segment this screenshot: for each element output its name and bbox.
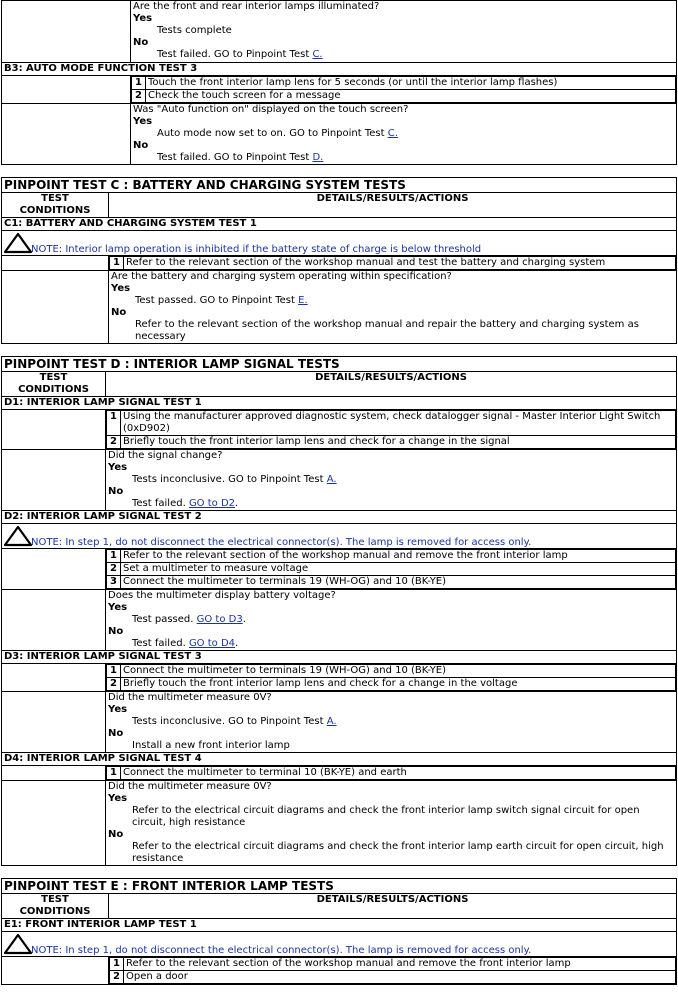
d2-steps (106, 549, 676, 589)
yes-label: Yes (108, 462, 128, 473)
b2-no-text: Test failed. GO to Pinpoint Test (157, 49, 313, 60)
d2-no-text: Test failed. (132, 638, 189, 649)
test-conditions-header: TEST CONDITIONS (2, 372, 106, 397)
step-number: 2 (107, 436, 121, 449)
warning-icon (3, 933, 33, 955)
d2-result-cell: Does the multimeter display battery voltage? Yes Test passed. GO to D3. No Test failed. GO to D4. (106, 590, 677, 651)
pinpoint-test-d-table (1, 356, 677, 866)
d3-pinpoint-a-link[interactable]: A. (326, 716, 337, 727)
warning-icon (3, 232, 33, 254)
c1-title: C1: BATTERY AND CHARGING SYSTEM TEST 1 (2, 218, 677, 231)
b3-step-2: Check the touch screen for a message (146, 90, 676, 103)
e1-steps (109, 957, 676, 984)
c1-result-cell (109, 271, 677, 344)
test-conditions-header: TEST CONDITIONS (2, 193, 109, 218)
no-label: No (111, 307, 127, 318)
e1-step-2: Open a door (124, 971, 676, 984)
b3-pinpoint-c-link[interactable]: C. (387, 128, 398, 139)
no-label: No (108, 829, 124, 840)
d1-no-text: Test failed. (132, 498, 189, 509)
d3-result-cell (106, 692, 677, 753)
d1-title: D1: INTERIOR LAMP SIGNAL TEST 1 (2, 397, 677, 410)
warning-icon (3, 525, 33, 547)
e1-title: E1: FRONT INTERIOR LAMP TEST 1 (2, 919, 677, 932)
step-number: 1 (132, 77, 146, 90)
d1-steps (106, 410, 676, 449)
d4-step-1: Connect the multimeter to terminal 10 (BK-YE) and earth (121, 767, 676, 780)
step-number: 1 (110, 958, 124, 971)
test-conditions-header: TEST CONDITIONS (2, 894, 109, 919)
pinpoint-test-e-title: PINPOINT TEST E : FRONT INTERIOR LAMP TESTS (2, 879, 677, 894)
yes-label: Yes (108, 793, 128, 804)
no-label: No (108, 486, 124, 497)
d1-result-cell: Did the signal change? Yes Tests inconclusive. GO to Pinpoint Test A. No Test failed. GO to D2. (106, 450, 677, 511)
b3-title: B3: AUTO MODE FUNCTION TEST 3 (2, 63, 677, 76)
pinpoint-test-d-title: PINPOINT TEST D : INTERIOR LAMP SIGNAL TESTS (2, 357, 677, 372)
details-header: DETAILS/RESULTS/ACTIONS (109, 193, 677, 218)
b2-yes-text: Tests complete (157, 25, 232, 36)
d4-question: Did the multimeter measure 0V? (108, 781, 272, 792)
no-label: No (133, 37, 149, 48)
d4-result-cell (106, 781, 677, 866)
d3-steps (106, 664, 676, 691)
yes-label: Yes (108, 602, 128, 613)
step-number: 1 (107, 550, 121, 563)
yes-label: Yes (133, 13, 153, 24)
d2-step-1: Refer to the relevant section of the workshop manual and remove the front interior lamp (121, 550, 676, 563)
details-header: DETAILS/RESULTS/ACTIONS (106, 372, 677, 397)
step-number: 2 (132, 90, 146, 103)
d2-title: D2: INTERIOR LAMP SIGNAL TEST 2 (2, 511, 677, 524)
d2-yes-text: Test passed. (132, 614, 197, 625)
b2-question: Are the front and rear interior lamps illuminated? (133, 1, 380, 12)
d1-step-1: Using the manufacturer approved diagnostic system, check datalogger signal - Master Interior Light Switch (0xD902) (121, 411, 676, 436)
b3-result-cell (131, 104, 677, 165)
d3-yes-text: Tests inconclusive. GO to Pinpoint Test (132, 716, 327, 727)
b3-steps (131, 76, 676, 103)
step-number: 1 (107, 767, 121, 780)
step-number: 2 (107, 563, 121, 576)
d4-steps (106, 766, 676, 780)
step-number: 2 (107, 678, 121, 691)
d3-step-2: Briefly touch the front interior lamp lens and check for a change in the voltage (121, 678, 676, 691)
c1-step-1: Refer to the relevant section of the workshop manual and test the battery and charging system (124, 257, 676, 270)
e1-note (2, 932, 676, 956)
pinpoint-test-e-table (1, 878, 677, 985)
step-number: 1 (110, 257, 124, 270)
b3-no-text: Test failed. GO to Pinpoint Test (157, 152, 313, 163)
c1-steps (109, 256, 676, 270)
step-number: 1 (107, 411, 121, 436)
table-b-continuation (1, 0, 677, 165)
d2-question: Does the multimeter display battery voltage? (108, 590, 336, 601)
d3-step-1: Connect the multimeter to terminals 19 (WH-OG) and 10 (BK-YE) (121, 665, 676, 678)
pinpoint-test-c-title: PINPOINT TEST C : BATTERY AND CHARGING SYSTEM TESTS (2, 178, 677, 193)
d1-step-2: Briefly touch the front interior lamp lens and check for a change in the signal (121, 436, 676, 449)
d2-go-to-d3-link[interactable]: GO to D3 (196, 614, 243, 625)
b3-step-1: Touch the front interior lamp lens for 5 seconds (or until the interior lamp flashes) (146, 77, 676, 90)
b3-yes-text: Auto mode now set to on. GO to Pinpoint Test (157, 128, 388, 139)
d2-note (2, 524, 676, 548)
d1-question: Did the signal change? (108, 450, 223, 461)
e1-note-text: NOTE: In step 1, do not disconnect the electrical connector(s). The lamp is removed for access only. (31, 945, 532, 956)
d2-go-to-d4-link[interactable]: GO to D4 (188, 638, 236, 649)
c1-note-text: NOTE: Interior lamp operation is inhibited if the battery state of charge is below threshold (31, 244, 482, 255)
b3-question: Was "Auto function on" displayed on the touch screen? (133, 104, 409, 115)
c1-note (2, 231, 676, 255)
b3-pinpoint-d-link[interactable]: D. (312, 152, 324, 163)
d3-title: D3: INTERIOR LAMP SIGNAL TEST 3 (2, 651, 677, 664)
d1-pinpoint-a-link[interactable]: A. (326, 474, 337, 485)
b2-result-cell (131, 1, 677, 63)
c1-question: Are the battery and charging system operating within specification? (111, 271, 452, 282)
step-number: 3 (107, 576, 121, 589)
c1-no-text: Refer to the relevant section of the workshop manual and repair the battery and charging system as necessary (135, 319, 639, 342)
yes-label: Yes (133, 116, 153, 127)
d4-title: D4: INTERIOR LAMP SIGNAL TEST 4 (2, 753, 677, 766)
step-number: 1 (107, 665, 121, 678)
step-number: 2 (110, 971, 124, 984)
d3-no-text: Install a new front interior lamp (132, 740, 290, 751)
yes-label: Yes (111, 283, 131, 294)
pinpoint-test-c-table (1, 177, 677, 344)
c1-pinpoint-e-link[interactable]: E. (298, 295, 308, 306)
d2-step-2: Set a multimeter to measure voltage (121, 563, 676, 576)
details-header: DETAILS/RESULTS/ACTIONS (109, 894, 677, 919)
no-label: No (108, 626, 124, 637)
d2-step-3: Connect the multimeter to terminals 19 (WH-OG) and 10 (BK-YE) (121, 576, 676, 589)
d1-go-to-d2-link[interactable]: GO to D2 (188, 498, 236, 509)
d4-yes-text: Refer to the electrical circuit diagrams and check the front interior lamp switch signal circuit for open circuit, high resistance (132, 805, 640, 828)
d4-no-text: Refer to the electrical circuit diagrams and check the front interior lamp earth circuit for open circuit, high resistance (132, 841, 664, 864)
yes-label: Yes (108, 704, 128, 715)
d2-note-text: NOTE: In step 1, do not disconnect the electrical connector(s). The lamp is removed for access only. (31, 537, 532, 548)
d1-yes-text: Tests inconclusive. GO to Pinpoint Test (132, 474, 327, 485)
d3-question: Did the multimeter measure 0V? (108, 692, 272, 703)
no-label: No (108, 728, 124, 739)
b2-pinpoint-c-link[interactable]: C. (312, 49, 323, 60)
e1-step-1: Refer to the relevant section of the workshop manual and remove the front interior lamp (124, 958, 676, 971)
no-label: No (133, 140, 149, 151)
c1-yes-text: Test passed. GO to Pinpoint Test (135, 295, 299, 306)
